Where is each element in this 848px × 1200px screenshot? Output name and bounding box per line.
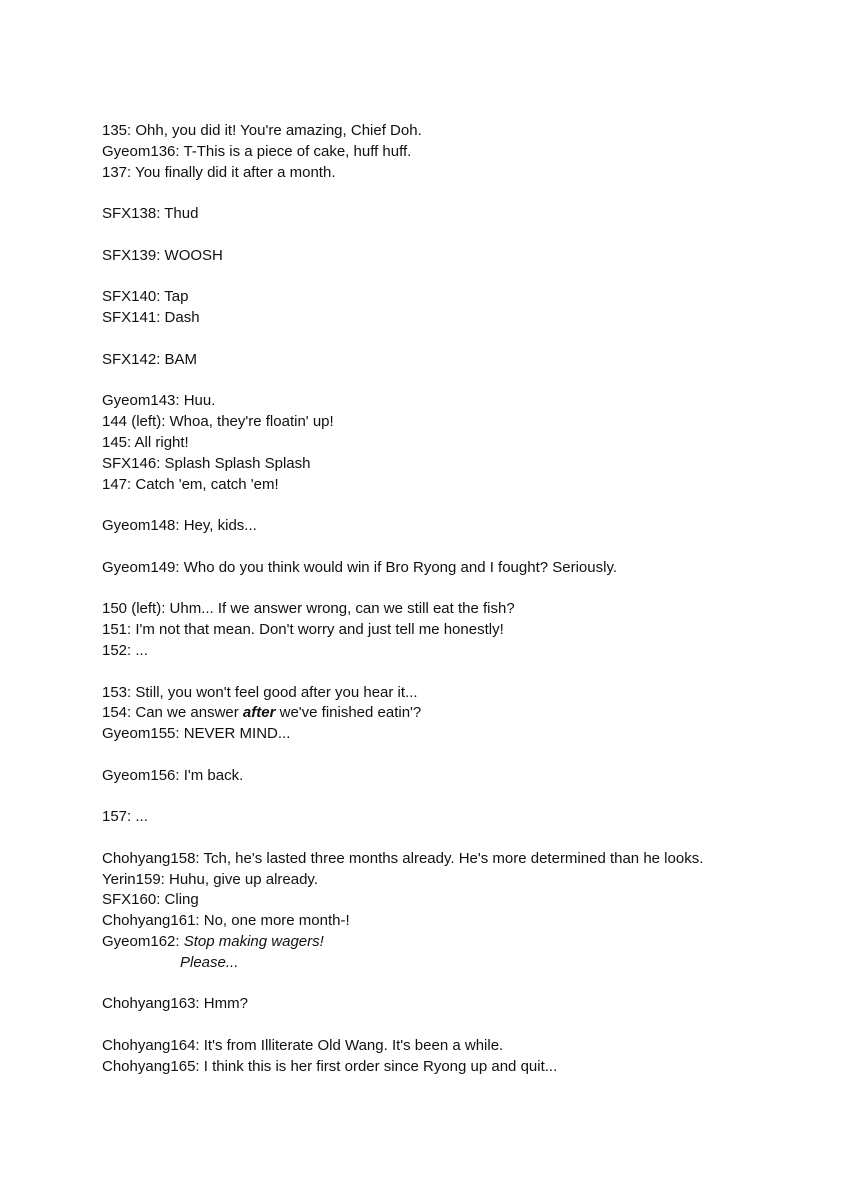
emphasis-text: after xyxy=(242,704,276,722)
sfx-line: SFX160: Cling xyxy=(102,891,199,909)
blank-line xyxy=(102,183,802,204)
script-line: Gyeom148: Hey, kids... xyxy=(102,517,257,535)
script-line: 151: I'm not that mean. Don't worry and just tell me honestly! xyxy=(102,621,504,639)
sfx-line: SFX141: Dash xyxy=(102,309,200,327)
script-line xyxy=(102,703,802,724)
sfx-line: SFX146: Splash Splash Splash xyxy=(102,454,311,472)
line-text-post: we've finished eatin'? xyxy=(275,704,422,722)
script-line: Chohyang158: Tch, he's lasted three months already. He's more determined than he looks. xyxy=(102,849,704,867)
blank-line xyxy=(102,537,802,558)
script-line: 135: Ohh, you did it! You're amazing, Chief Doh. xyxy=(102,122,422,139)
script-line: 145: All right! xyxy=(102,433,189,451)
script-line: 144 (left): Whoa, they're floatin' up! xyxy=(102,413,334,431)
blank-line xyxy=(102,745,802,766)
line-text-pre: Gyeom162: xyxy=(102,933,184,951)
sfx-line: SFX138: Thud xyxy=(102,205,199,223)
script-line: Chohyang161: No, one more month-! xyxy=(102,912,350,930)
blank-line xyxy=(102,371,802,392)
sfx-line: SFX140: Tap xyxy=(102,288,189,306)
blank-line xyxy=(102,495,802,516)
blank-line xyxy=(102,828,802,849)
blank-line xyxy=(102,787,802,808)
blank-line xyxy=(102,974,802,995)
script-line: 152: ... xyxy=(102,641,148,659)
script-line: 147: Catch 'em, catch 'em! xyxy=(102,475,279,493)
script-line: Gyeom149: Who do you think would win if Bro Ryong and I fought? Seriously. xyxy=(102,558,618,576)
script-line: Yerin159: Huhu, give up already. xyxy=(102,870,318,888)
italic-text: Please... xyxy=(180,953,239,971)
blank-line xyxy=(102,329,802,350)
script-line: 137: You finally did it after a month. xyxy=(102,163,336,181)
blank-line xyxy=(102,662,802,683)
blank-line xyxy=(102,1015,802,1036)
script-line: Gyeom155: NEVER MIND... xyxy=(102,725,291,743)
sfx-line: SFX139: WOOSH xyxy=(102,246,223,264)
script-line: Gyeom143: Huu. xyxy=(102,392,216,410)
line-text-pre: 154: Can we answer xyxy=(102,704,243,722)
script-line-continuation xyxy=(102,953,802,974)
script-line: 150 (left): Uhm... If we answer wrong, can we still eat the fish? xyxy=(102,600,515,618)
script-line: Gyeom136: T-This is a piece of cake, huff huff. xyxy=(102,142,412,160)
script-line: 157: ... xyxy=(102,808,148,826)
blank-line xyxy=(102,267,802,288)
script-line: Chohyang164: It's from Illiterate Old Wang. It's been a while. xyxy=(102,1037,504,1055)
italic-text: Stop making wagers! xyxy=(183,933,324,951)
sfx-line: SFX142: BAM xyxy=(102,350,198,368)
blank-line xyxy=(102,579,802,600)
script-line: 153: Still, you won't feel good after you hear it... xyxy=(102,683,418,701)
script-line: Chohyang163: Hmm? xyxy=(102,995,248,1013)
script-line xyxy=(102,932,802,953)
blank-line xyxy=(102,225,802,246)
script-page xyxy=(102,121,802,1078)
script-line: Gyeom156: I'm back. xyxy=(102,766,244,784)
script-line: Chohyang165: I think this is her first order since Ryong up and quit... xyxy=(102,1057,558,1075)
